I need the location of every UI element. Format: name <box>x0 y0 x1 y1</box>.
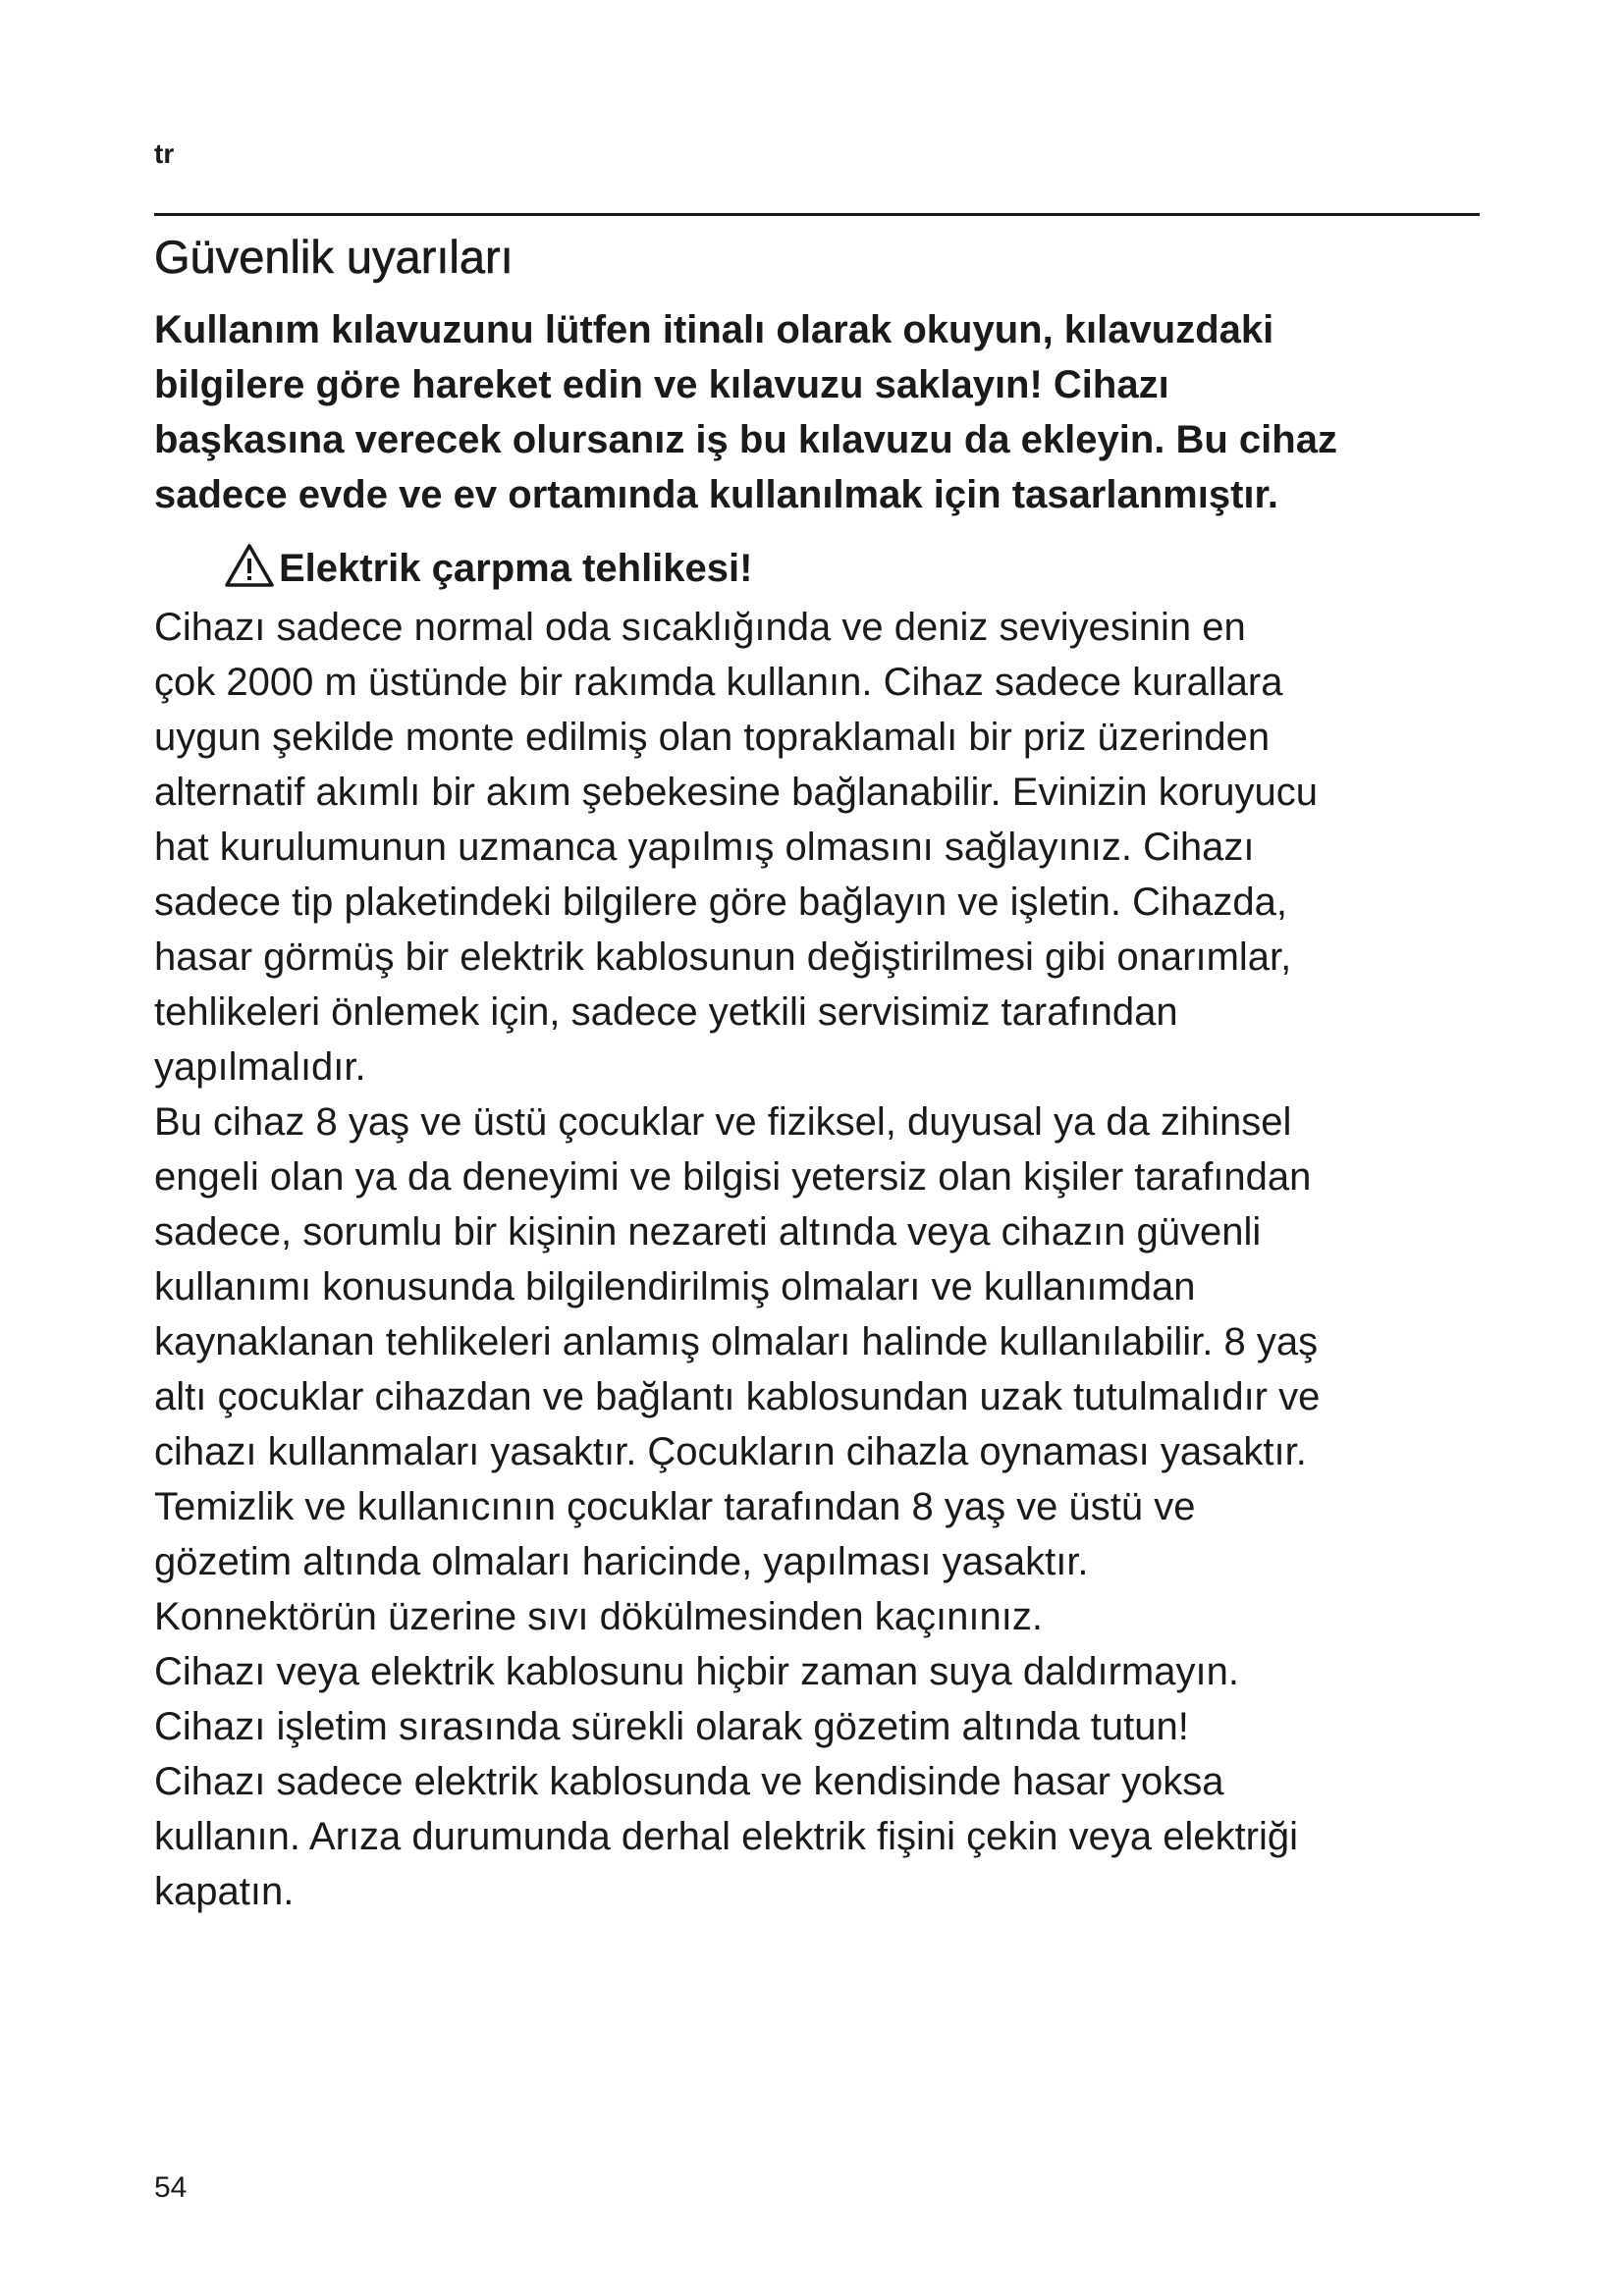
intro-line: başkasına verecek olursanız iş bu kılavuzu da ekleyin. Bu cihaz <box>154 418 1337 461</box>
intro-paragraph <box>154 302 1489 522</box>
warning-title: Elektrik çarpma tehlikesi! <box>279 547 753 590</box>
body-line: Temizlik ve kullanıcının çocuklar tarafından 8 yaş ve üstü ve <box>154 1485 1196 1528</box>
body-line: hat kurulumunun uzmanca yapılmış olmasını sağlayınız. Cihazı <box>154 826 1255 869</box>
safety-body <box>154 600 1499 1919</box>
body-line: gözetim altında olmaları haricinde, yapılması yasaktır. <box>154 1540 1089 1583</box>
body-line: Cihazı veya elektrik kablosunu hiçbir zaman suya daldırmayın. <box>154 1650 1239 1693</box>
body-line: yapılmalıdır. <box>154 1045 366 1089</box>
intro-line: Kullanım kılavuzunu lütfen itinalı olarak okuyun, kılavuzdaki <box>154 308 1274 351</box>
body-line: cihazı kullanmaları yasaktır. Çocukların cihazla oynaması yasaktır. <box>154 1430 1307 1473</box>
warning-triangle-icon <box>224 543 275 588</box>
body-line: Konnektörün üzerine sıvı dökülmesinden kaçınınız. <box>154 1595 1043 1638</box>
body-line: Cihazı sadece normal oda sıcaklığında ve deniz seviyesinin en <box>154 606 1246 649</box>
body-line: sadece, sorumlu bir kişinin nezareti altında veya cihazın güvenli <box>154 1210 1262 1254</box>
body-line: kaynaklanan tehlikeleri anlamış olmaları halinde kullanılabilir. 8 yaş <box>154 1320 1319 1363</box>
body-line: sadece tip plaketindeki bilgilere göre bağlayın ve işletin. Cihazda, <box>154 881 1288 924</box>
body-line: kullanın. Arıza durumunda derhal elektrik fişini çekin veya elektriği <box>154 1815 1299 1858</box>
body-line: Cihazı işletim sırasında sürekli olarak gözetim altında tutun! <box>154 1705 1189 1748</box>
language-tag: tr <box>154 138 175 169</box>
body-line: Cihazı sadece elektrik kablosunda ve kendisinde hasar yoksa <box>154 1760 1224 1803</box>
body-line: engeli olan ya da deneyimi ve bilgisi yetersiz olan kişiler tarafından <box>154 1155 1312 1199</box>
page-number: 54 <box>154 2171 188 2204</box>
body-line: çok 2000 m üstünde bir rakımda kullanın. Cihaz sadece kurallara <box>154 661 1283 704</box>
body-line: hasar görmüş bir elektrik kablosunun değiştirilmesi gibi onarımlar, <box>154 935 1292 979</box>
body-line: alternatif akımlı bir akım şebekesine bağlanabilir. Evinizin koruyucu <box>154 771 1319 814</box>
body-line: Bu cihaz 8 yaş ve üstü çocuklar ve fiziksel, duyusal ya da zihinsel <box>154 1100 1292 1144</box>
body-line: kapatın. <box>154 1870 295 1913</box>
body-line: altı çocuklar cihazdan ve bağlantı kablosundan uzak tutulmalıdır ve <box>154 1375 1321 1418</box>
header-divider <box>154 213 1480 216</box>
body-line: kullanımı konusunda bilgilendirilmiş olmaları ve kullanımdan <box>154 1265 1196 1308</box>
intro-line: sadece evde ve ev ortamında kullanılmak için tasarlanmıştır. <box>154 473 1278 516</box>
intro-line: bilgilere göre hareket edin ve kılavuzu saklayın! Cihazı <box>154 363 1169 406</box>
body-line: tehlikeleri önlemek için, sadece yetkili servisimiz tarafından <box>154 990 1178 1034</box>
body-line: uygun şekilde monte edilmiş olan topraklamalı bir priz üzerinden <box>154 716 1271 759</box>
section-title: Güvenlik uyarıları <box>154 231 514 283</box>
warning-heading <box>224 541 752 596</box>
